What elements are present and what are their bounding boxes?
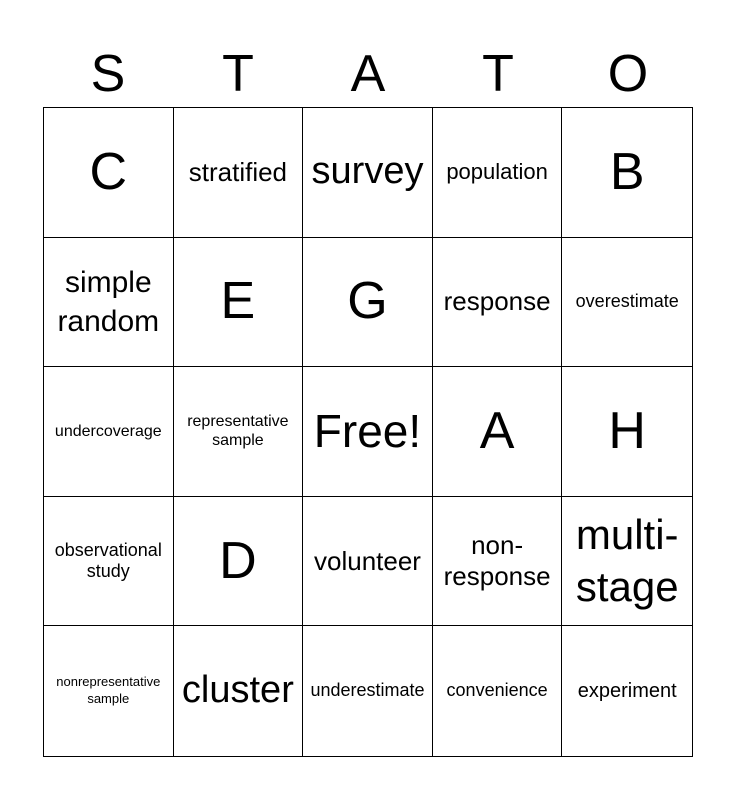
cell-text: multi-stage — [575, 510, 679, 611]
cell-text: experiment — [577, 680, 677, 703]
bingo-cell[interactable] — [303, 238, 433, 368]
cell-text: convenience — [446, 680, 548, 701]
bingo-cell[interactable] — [174, 238, 304, 368]
cell-text: overestimate — [575, 291, 679, 312]
cell-text: representative sample — [187, 413, 289, 450]
bingo-cell[interactable] — [174, 626, 304, 756]
bingo-cell[interactable] — [174, 497, 304, 627]
bingo-cell[interactable] — [562, 626, 692, 756]
cell-text: volunteer — [314, 545, 421, 576]
bingo-cell[interactable] — [562, 108, 692, 238]
cell-text: population — [446, 159, 548, 185]
free-space-cell[interactable] — [303, 367, 433, 497]
header-letter: A — [350, 45, 386, 103]
bingo-board — [43, 107, 693, 757]
cell-text: response — [443, 286, 551, 317]
bingo-cell[interactable] — [562, 497, 692, 627]
bingo-cell[interactable] — [433, 238, 563, 368]
bingo-cell[interactable] — [303, 108, 433, 238]
cell-text: underestimate — [310, 680, 425, 701]
header-letter: O — [607, 45, 649, 103]
bingo-cell[interactable] — [303, 626, 433, 756]
cell-text: G — [347, 272, 388, 331]
bingo-cell[interactable] — [44, 497, 174, 627]
cell-text: undercoverage — [54, 422, 162, 440]
bingo-cell[interactable] — [44, 238, 174, 368]
bingo-cell[interactable] — [433, 367, 563, 497]
cell-text: survey — [311, 150, 424, 193]
header-letter: T — [482, 45, 514, 103]
bingo-cell[interactable] — [44, 108, 174, 238]
bingo-cell[interactable] — [303, 497, 433, 627]
bingo-cell[interactable] — [44, 626, 174, 756]
cell-text: D — [219, 531, 257, 590]
cell-text: nonrepresentative sample — [56, 674, 161, 707]
cell-text: non-response — [443, 529, 551, 592]
header-letter: S — [90, 45, 126, 103]
cell-text: B — [609, 142, 645, 201]
bingo-cell[interactable] — [562, 238, 692, 368]
bingo-cell[interactable] — [562, 367, 692, 497]
cell-text: E — [220, 272, 256, 331]
free-space-text: Free! — [313, 405, 422, 458]
bingo-cell[interactable] — [433, 108, 563, 238]
bingo-cell[interactable] — [44, 367, 174, 497]
cell-text: cluster — [181, 669, 294, 712]
cell-text: A — [479, 401, 515, 460]
bingo-cell[interactable] — [174, 367, 304, 497]
cell-text: simple random — [57, 265, 160, 338]
bingo-header — [43, 40, 693, 108]
bingo-cell[interactable] — [433, 497, 563, 627]
header-letter: T — [222, 45, 254, 103]
cell-text: stratified — [188, 156, 288, 187]
bingo-cell[interactable] — [433, 626, 563, 756]
cell-text: C — [89, 142, 128, 201]
bingo-cell[interactable] — [174, 108, 304, 238]
cell-text: H — [608, 401, 646, 460]
cell-text: observational study — [54, 539, 162, 582]
